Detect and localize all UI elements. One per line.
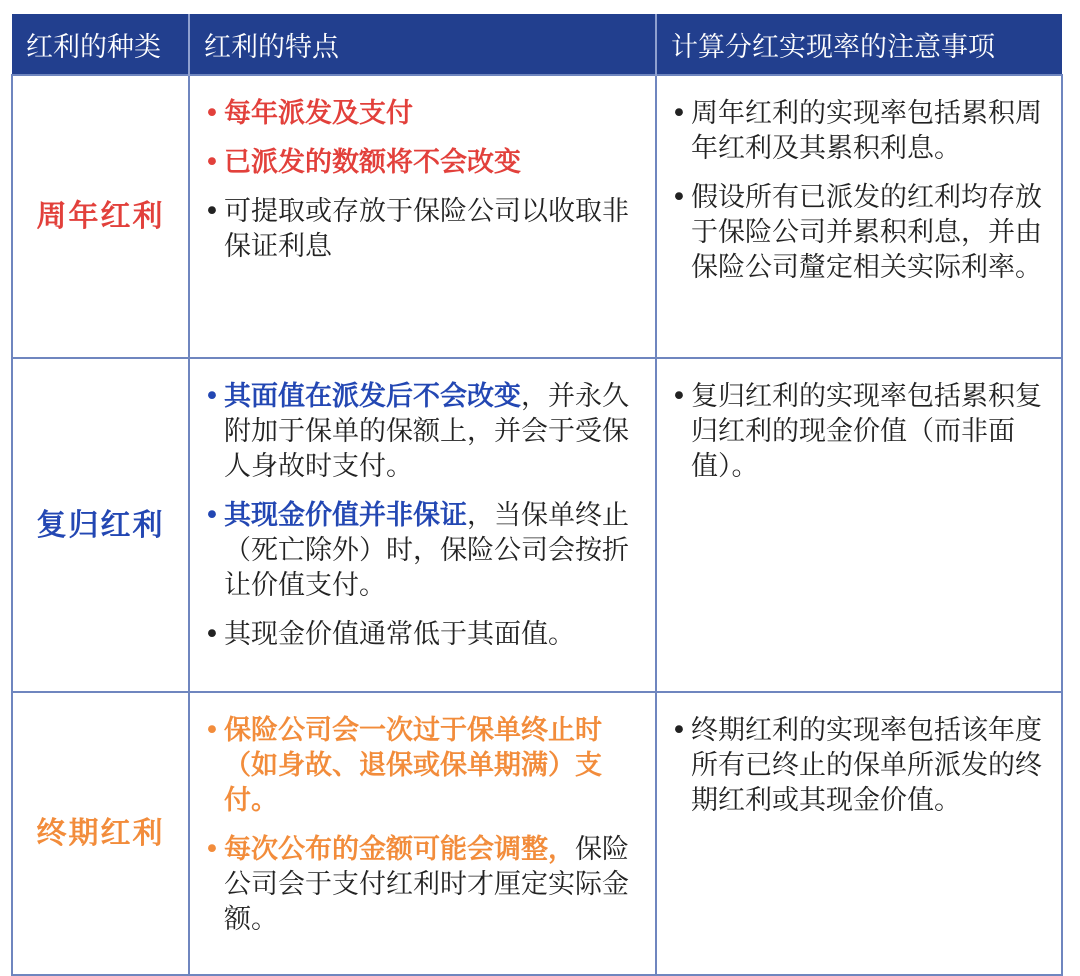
features-cell-reversionary	[189, 358, 656, 692]
feature-highlight: 保险公司会一次过于保单终止时（如身故、退保或保单期满）支付。	[224, 715, 602, 816]
dividend-type-terminal: 终期红利	[12, 692, 189, 975]
dividend-type-annual: 周年红利	[12, 75, 189, 358]
features-cell-terminal	[189, 692, 656, 975]
note-item	[671, 96, 1047, 166]
bullet-icon: •	[204, 381, 220, 412]
notes-cell-terminal	[656, 692, 1062, 975]
table-row-annual-dividend	[12, 75, 1062, 358]
bullet-icon: •	[204, 834, 220, 865]
bullet-icon: •	[671, 715, 687, 746]
bullet-icon: •	[204, 196, 220, 227]
bullet-icon: •	[671, 182, 687, 213]
feature-highlight: 其现金价值并非保证	[224, 500, 467, 531]
feature-item	[204, 617, 641, 652]
note-item	[671, 713, 1047, 818]
bullet-icon: •	[204, 147, 220, 178]
feature-item	[204, 96, 641, 131]
note-text: 假设所有已派发的红利均存放于保险公司并累积利息，并由保险公司釐定相关实际利率。	[691, 182, 1042, 283]
feature-highlight: 其面值在派发后不会改变	[224, 381, 521, 412]
feature-item	[204, 713, 641, 818]
bullet-icon: •	[671, 381, 687, 412]
header-calculation-notes: 计算分红实现率的注意事项	[656, 14, 1062, 75]
note-item	[671, 379, 1047, 484]
note-item	[671, 180, 1047, 285]
dividend-table	[11, 14, 1063, 976]
bullet-icon: •	[204, 500, 220, 531]
note-text: 终期红利的实现率包括该年度所有已终止的保单所派发的终期红利或其现金价值。	[691, 715, 1042, 816]
note-text: 复归红利的实现率包括累积复归红利的现金价值（而非面值）。	[691, 381, 1042, 482]
feature-text: ，当保单终止（死亡除外）时，保险公司会按折让价值支付。	[224, 500, 629, 601]
bullet-icon: •	[204, 619, 220, 650]
notes-cell-annual	[656, 75, 1062, 358]
feature-item	[204, 832, 641, 937]
table-row-reversionary-bonus	[12, 358, 1062, 692]
notes-cell-reversionary	[656, 358, 1062, 692]
feature-item	[204, 145, 641, 180]
feature-text: ，并永久附加于保单的保额上，并会于受保人身故时支付。	[224, 381, 629, 482]
header-dividend-features: 红利的特点	[189, 14, 656, 75]
features-cell-annual	[189, 75, 656, 358]
feature-item	[204, 498, 641, 603]
feature-highlight: 每次公布的金额可能会调整，	[224, 834, 575, 865]
table-header-row	[12, 14, 1062, 75]
dividend-type-reversionary: 复归红利	[12, 358, 189, 692]
header-dividend-type: 红利的种类	[12, 14, 189, 75]
bullet-icon: •	[671, 98, 687, 129]
feature-text: 保险公司会于支付红利时才厘定实际金额。	[224, 834, 629, 935]
feature-highlight: 每年派发及支付	[224, 98, 413, 129]
note-text: 周年红利的实现率包括累积周年红利及其累积利息。	[691, 98, 1042, 164]
feature-item	[204, 379, 641, 484]
feature-item	[204, 194, 641, 264]
table-row-terminal-bonus	[12, 692, 1062, 975]
feature-text: 可提取或存放于保险公司以收取非保证利息	[224, 196, 629, 262]
bullet-icon: •	[204, 98, 220, 129]
bullet-icon: •	[204, 715, 220, 746]
feature-text: 其现金价值通常低于其面值。	[224, 619, 575, 650]
dividend-table-container	[11, 14, 1061, 976]
feature-highlight: 已派发的数额将不会改变	[224, 147, 521, 178]
